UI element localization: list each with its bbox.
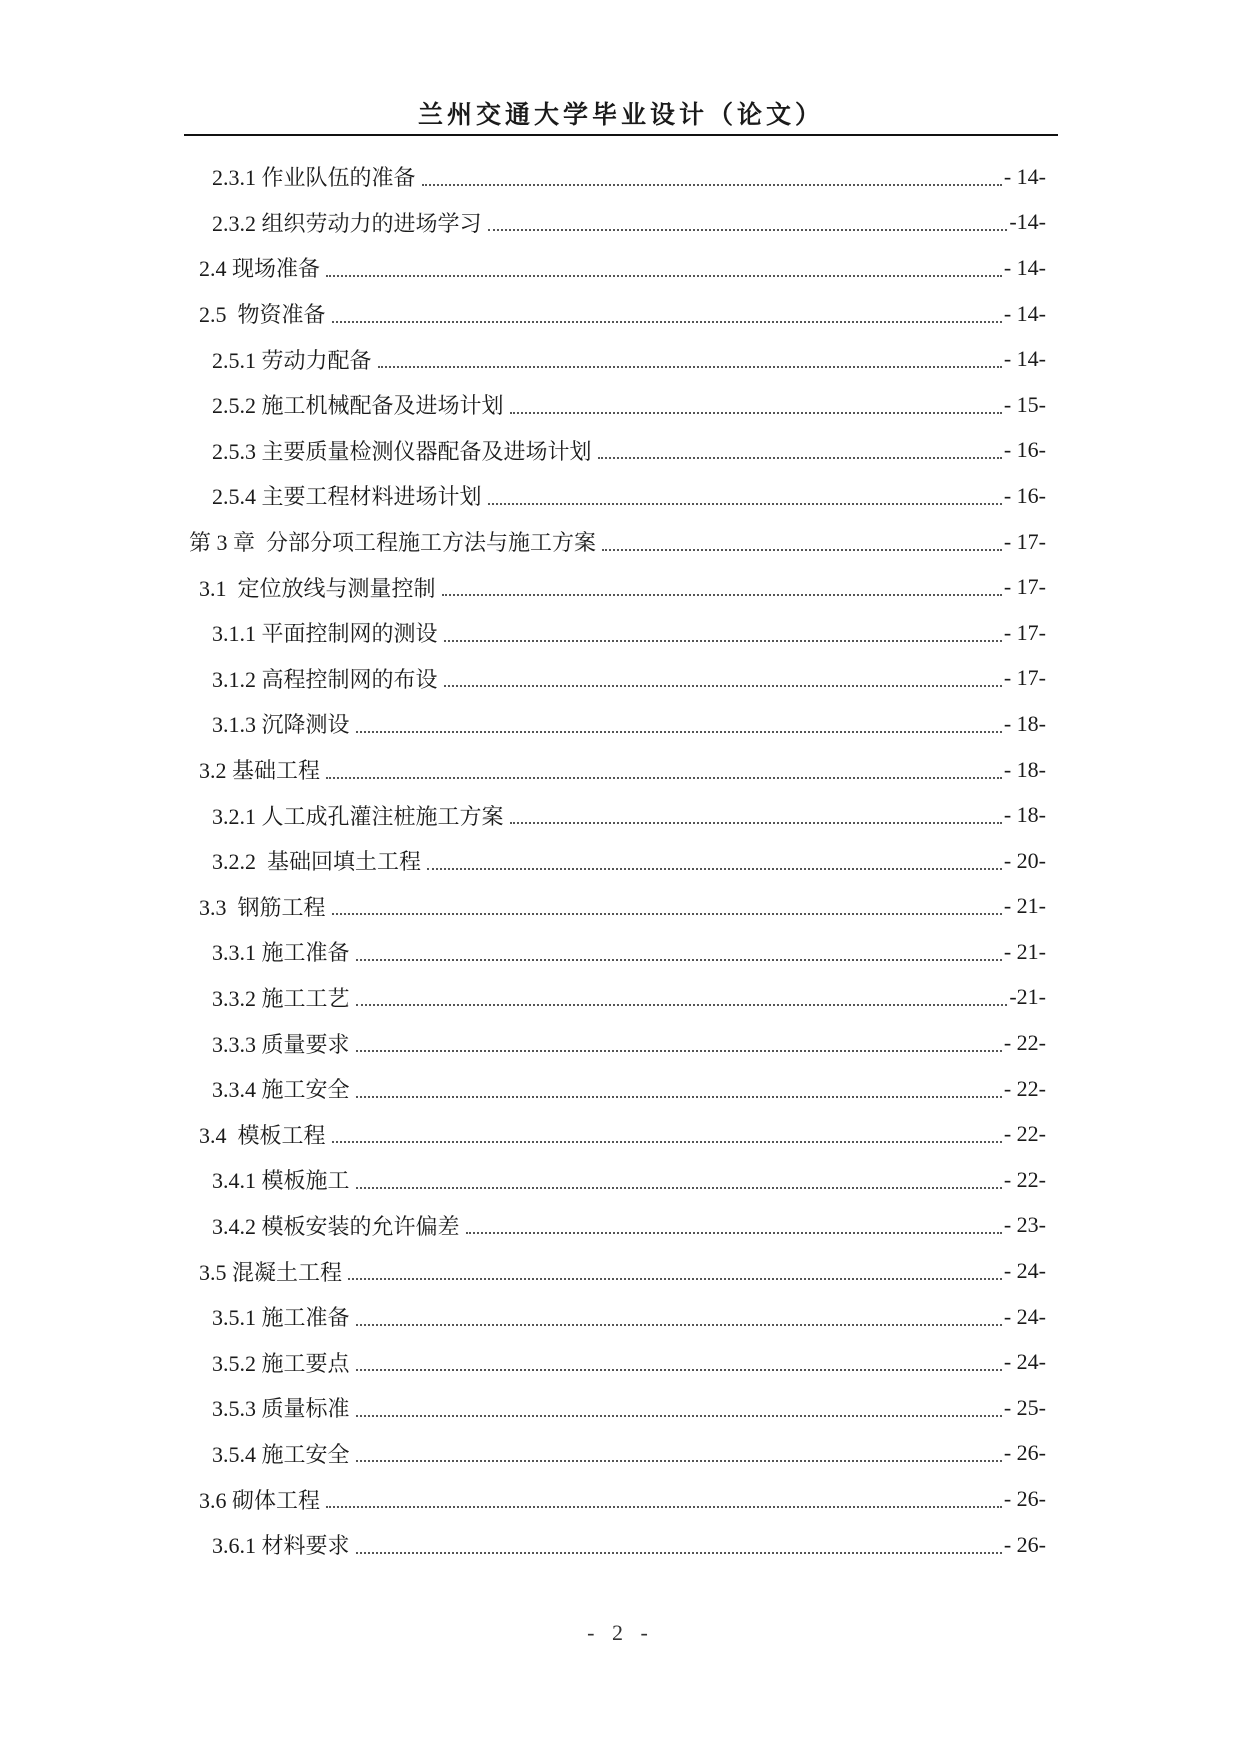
toc-entry-page: - 21- bbox=[1003, 938, 1046, 964]
toc-dot-leader bbox=[378, 344, 1002, 368]
toc-entry-page: - 22- bbox=[1003, 1166, 1046, 1192]
toc-entry-page: - 26- bbox=[1003, 1486, 1046, 1512]
toc-entry-title: 3.4 模板工程 bbox=[199, 1122, 326, 1148]
toc-dot-leader bbox=[442, 572, 1002, 596]
toc-entry[interactable] bbox=[0, 838, 1241, 884]
toc-dot-leader bbox=[356, 1438, 1002, 1462]
toc-dot-leader bbox=[488, 481, 1002, 505]
toc-entry-title: 第 3 章 分部分项工程施工方法与施工方案 bbox=[189, 530, 597, 556]
toc-entry-title: 3.3.4 施工安全 bbox=[212, 1077, 350, 1103]
page-header-title: 兰州交通大学毕业设计（论文） bbox=[417, 100, 824, 129]
toc-entry[interactable] bbox=[0, 975, 1241, 1021]
toc-entry[interactable] bbox=[0, 1203, 1241, 1249]
toc-entry[interactable] bbox=[0, 1522, 1241, 1568]
toc-entry-title: 3.5.1 施工准备 bbox=[212, 1305, 350, 1331]
toc-entry-page: - 17- bbox=[1003, 574, 1046, 600]
toc-entry-page: - 14- bbox=[1003, 163, 1046, 189]
toc-dot-leader bbox=[332, 299, 1002, 323]
toc-dot-leader bbox=[510, 390, 1002, 414]
toc-dot-leader bbox=[510, 800, 1002, 824]
toc-dot-leader bbox=[427, 846, 1002, 870]
toc-entry[interactable] bbox=[0, 884, 1241, 930]
toc-entry-page: - 17- bbox=[1003, 665, 1046, 691]
toc-entry-page: - 16- bbox=[1003, 482, 1046, 508]
toc-dot-leader bbox=[332, 891, 1002, 915]
toc-entry-page: - 22- bbox=[1003, 1075, 1046, 1101]
toc-entry[interactable] bbox=[0, 200, 1241, 246]
toc-entry-title: 2.5.3 主要质量检测仪器配备及进场计划 bbox=[212, 438, 592, 464]
toc-dot-leader bbox=[326, 253, 1002, 277]
toc-entry[interactable] bbox=[0, 1431, 1241, 1477]
toc-entry-title: 3.3.1 施工准备 bbox=[212, 940, 350, 966]
toc-entry[interactable] bbox=[0, 1248, 1241, 1294]
toc-entry-title: 3.3.3 质量要求 bbox=[212, 1031, 350, 1057]
toc-entry-title: 2.5.4 主要工程材料进场计划 bbox=[212, 484, 482, 510]
toc-dot-leader bbox=[602, 527, 1002, 551]
toc-dot-leader bbox=[466, 1210, 1002, 1234]
toc-dot-leader bbox=[356, 1302, 1002, 1326]
toc-entry[interactable] bbox=[0, 929, 1241, 975]
toc-dot-leader bbox=[598, 435, 1002, 459]
toc-entry[interactable] bbox=[0, 382, 1241, 428]
toc-entry-page: -21- bbox=[1009, 984, 1046, 1010]
toc-entry-page: - 21- bbox=[1003, 893, 1046, 919]
toc-dot-leader bbox=[348, 1256, 1002, 1280]
toc-entry-title: 3.4.1 模板施工 bbox=[212, 1168, 350, 1194]
toc-entry-title: 3.2 基础工程 bbox=[199, 758, 321, 784]
toc-entry-title: 2.3.1 作业队伍的准备 bbox=[212, 165, 416, 191]
toc-dot-leader bbox=[356, 1393, 1002, 1417]
toc-entry-page: - 24- bbox=[1003, 1349, 1046, 1375]
toc-entry[interactable] bbox=[0, 564, 1241, 610]
toc-dot-leader bbox=[356, 1530, 1002, 1554]
toc-entry[interactable] bbox=[0, 336, 1241, 382]
toc-dot-leader bbox=[488, 207, 1008, 231]
toc-entry-page: - 18- bbox=[1003, 756, 1046, 782]
toc-dot-leader bbox=[422, 162, 1002, 186]
toc-entry-title: 3.1 定位放线与测量控制 bbox=[199, 575, 436, 601]
toc-entry[interactable] bbox=[0, 747, 1241, 793]
toc-entry-page: - 18- bbox=[1003, 802, 1046, 828]
toc-entry-title: 3.2.2 基础回填土工程 bbox=[212, 849, 422, 875]
toc-entry-page: - 18- bbox=[1003, 710, 1046, 736]
toc-entry[interactable] bbox=[0, 154, 1241, 200]
toc-entry[interactable] bbox=[0, 1157, 1241, 1203]
toc-entry-title: 3.5.2 施工要点 bbox=[212, 1350, 350, 1376]
toc-entry-page: - 14- bbox=[1003, 346, 1046, 372]
toc-entry[interactable] bbox=[0, 519, 1241, 565]
toc-entry[interactable] bbox=[0, 1476, 1241, 1522]
toc-entry-page: - 22- bbox=[1003, 1121, 1046, 1147]
toc-dot-leader bbox=[332, 1119, 1002, 1143]
toc-entry-page: - 17- bbox=[1003, 528, 1046, 554]
toc-dot-leader bbox=[444, 663, 1002, 687]
toc-entry-page: - 14- bbox=[1003, 254, 1046, 280]
toc-entry-page: - 15- bbox=[1003, 391, 1046, 417]
toc-entry-title: 2.3.2 组织劳动力的进场学习 bbox=[212, 210, 482, 236]
toc-entry-title: 3.1.3 沉降测设 bbox=[212, 712, 350, 738]
toc-entry-page: - 14- bbox=[1003, 300, 1046, 326]
toc-entry-page: - 16- bbox=[1003, 437, 1046, 463]
toc-entry-title: 3.3.2 施工工艺 bbox=[212, 985, 350, 1011]
toc-dot-leader bbox=[444, 618, 1002, 642]
toc-entry[interactable] bbox=[0, 1111, 1241, 1157]
toc-entry-page: - 20- bbox=[1003, 847, 1046, 873]
toc-entry-title: 3.5 混凝土工程 bbox=[199, 1259, 343, 1285]
table-of-contents bbox=[0, 154, 1241, 1567]
toc-entry-page: - 22- bbox=[1003, 1030, 1046, 1056]
toc-entry[interactable] bbox=[0, 428, 1241, 474]
toc-entry-page: - 17- bbox=[1003, 619, 1046, 645]
toc-entry-title: 3.1.1 平面控制网的测设 bbox=[212, 621, 438, 647]
toc-dot-leader bbox=[356, 1074, 1002, 1098]
toc-entry-title: 3.4.2 模板安装的允许偏差 bbox=[212, 1213, 460, 1239]
toc-entry-page: - 23- bbox=[1003, 1212, 1046, 1238]
toc-entry[interactable] bbox=[0, 1385, 1241, 1431]
toc-dot-leader bbox=[326, 1484, 1002, 1508]
toc-dot-leader bbox=[356, 982, 1008, 1006]
toc-dot-leader bbox=[356, 1347, 1002, 1371]
toc-entry-title: 3.3 钢筋工程 bbox=[199, 894, 326, 920]
toc-entry[interactable] bbox=[0, 610, 1241, 656]
toc-entry-title: 3.6 砌体工程 bbox=[199, 1487, 321, 1513]
toc-entry[interactable] bbox=[0, 291, 1241, 337]
toc-dot-leader bbox=[326, 755, 1002, 779]
toc-entry-page: - 25- bbox=[1003, 1394, 1046, 1420]
toc-entry-page: - 24- bbox=[1003, 1303, 1046, 1329]
toc-entry-title: 3.5.4 施工安全 bbox=[212, 1441, 350, 1467]
toc-entry-page: - 24- bbox=[1003, 1258, 1046, 1284]
toc-entry[interactable] bbox=[0, 701, 1241, 747]
toc-entry[interactable] bbox=[0, 473, 1241, 519]
toc-entry-title: 2.5 物资准备 bbox=[199, 302, 326, 328]
toc-dot-leader bbox=[356, 1028, 1002, 1052]
toc-entry-title: 3.6.1 材料要求 bbox=[212, 1533, 350, 1559]
toc-entry-title: 2.5.2 施工机械配备及进场计划 bbox=[212, 393, 504, 419]
toc-entry-page: - 26- bbox=[1003, 1531, 1046, 1557]
toc-entry[interactable] bbox=[0, 792, 1241, 838]
toc-entry[interactable] bbox=[0, 1020, 1241, 1066]
toc-entry[interactable] bbox=[0, 1066, 1241, 1112]
toc-dot-leader bbox=[356, 709, 1002, 733]
toc-dot-leader bbox=[356, 1165, 1002, 1189]
toc-entry-title: 2.4 现场准备 bbox=[199, 256, 321, 282]
toc-entry-title: 3.1.2 高程控制网的布设 bbox=[212, 666, 438, 692]
toc-entry[interactable] bbox=[0, 1294, 1241, 1340]
toc-entry[interactable] bbox=[0, 245, 1241, 291]
toc-entry-title: 3.2.1 人工成孔灌注桩施工方案 bbox=[212, 803, 504, 829]
toc-entry-page: -14- bbox=[1009, 209, 1046, 235]
toc-dot-leader bbox=[356, 937, 1002, 961]
toc-entry-page: - 26- bbox=[1003, 1440, 1046, 1466]
toc-entry-title: 3.5.3 质量标准 bbox=[212, 1396, 350, 1422]
toc-entry[interactable] bbox=[0, 1339, 1241, 1385]
toc-entry-title: 2.5.1 劳动力配备 bbox=[212, 347, 372, 373]
toc-entry[interactable] bbox=[0, 656, 1241, 702]
page-number: - 2 - bbox=[587, 1620, 654, 1645]
header-divider bbox=[184, 134, 1058, 136]
